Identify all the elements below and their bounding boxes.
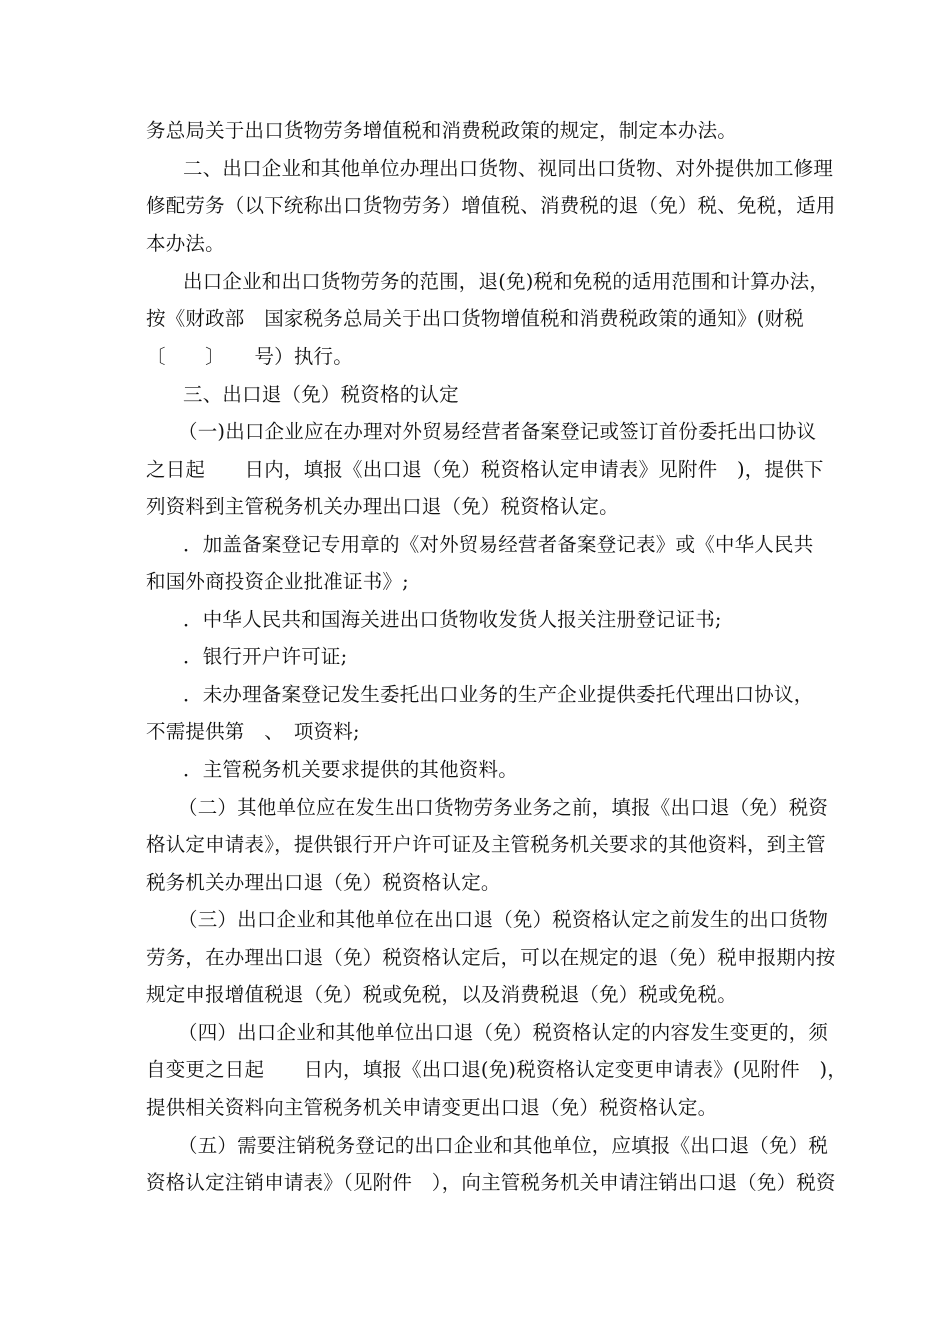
item-one-line-2: 之日起 日内，填报《出口退（免）税资格认定申请表》见附件 )，提供下 [146,458,824,481]
item-two-line-1: （二）其他单位应在发生出口货物劳务业务之前，填报《出口退（免）税资 [178,796,829,819]
item-three-line-1: （三）出口企业和其他单位在出口退（免）税资格认定之前发生的出口货物 [178,908,829,931]
section-two-line-3: 本办法。 [146,232,225,255]
item-one-line-3: 列资料到主管税务机关办理出口退（免）税资格认定。 [146,495,619,518]
item-one-line-1: （一)出口企业应在办理对外贸易经营者备案登记或签订首份委托出口协议 [178,420,817,443]
item-four-line-3: 提供相关资料向主管税务机关申请变更出口退（免）税资格认定。 [146,1096,718,1119]
paragraph-continuation-line: 务总局关于出口货物劳务增值税和消费税政策的规定，制定本办法。 [146,119,738,142]
list-item-4-line-2: 不需提供第 、 项资料; [146,720,360,743]
item-four-line-1: （四）出口企业和其他单位出口退（免）税资格认定的内容发生变更的，须 [178,1021,829,1044]
list-item-1-line-2: 和国外商投资企业批准证书》; [146,570,409,593]
section-three-heading: 三、出口退（免）税资格的认定 [183,383,459,406]
item-two-line-2: 格认定申请表》，提供银行开户许可证及主管税务机关要求的其他资料，到主管 [146,833,826,856]
section-two-line-2: 修配劳务（以下统称出口货物劳务）增值税、消费税的退（免）税、免税，适用 [146,194,836,217]
item-three-line-3: 规定申报增值税退（免）税或免税，以及消费税退（免）税或免税。 [146,983,738,1006]
scope-paragraph-line-3: 〔 〕 号）执行。 [146,345,353,368]
list-item-1-line-1: ．加盖备案登记专用章的《对外贸易经营者备案登记表》或《中华人民共 [183,533,814,556]
section-two-line-1: 二、出口企业和其他单位办理出口货物、视同出口货物、对外提供加工修理 [183,157,834,180]
item-two-line-3: 税务机关办理出口退（免）税资格认定。 [146,871,501,894]
list-item-3: ．银行开户许可证; [183,645,348,668]
list-item-4-line-1: ．未办理备案登记发生委托出口业务的生产企业提供委托代理出口协议， [183,683,814,706]
scope-paragraph-line-1: 出口企业和出口货物劳务的范围，退(免)税和免税的适用范围和计算办法， [183,270,830,293]
list-item-2: ．中华人民共和国海关进出口货物收发货人报关注册登记证书; [183,608,722,631]
scope-paragraph-line-2: 按《财政部 国家税务总局关于出口货物增值税和消费税政策的通知》(财税 [146,307,804,330]
list-item-5: ．主管税务机关要求提供的其他资料。 [183,758,518,781]
item-five-line-2: 资格认定注销申请表》（见附件 ），向主管税务机关申请注销出口退（免）税资 [146,1171,836,1194]
item-three-line-2: 劳务，在办理出口退（免）税资格认定后，可以在规定的退（免）税申报期内按 [146,946,836,969]
item-five-line-1: （五）需要注销税务登记的出口企业和其他单位，应填报《出口退（免）税 [178,1134,829,1157]
item-four-line-2: 自变更之日起 日内，填报《出口退(免)税资格认定变更申请表》(见附件 )， [146,1058,848,1081]
